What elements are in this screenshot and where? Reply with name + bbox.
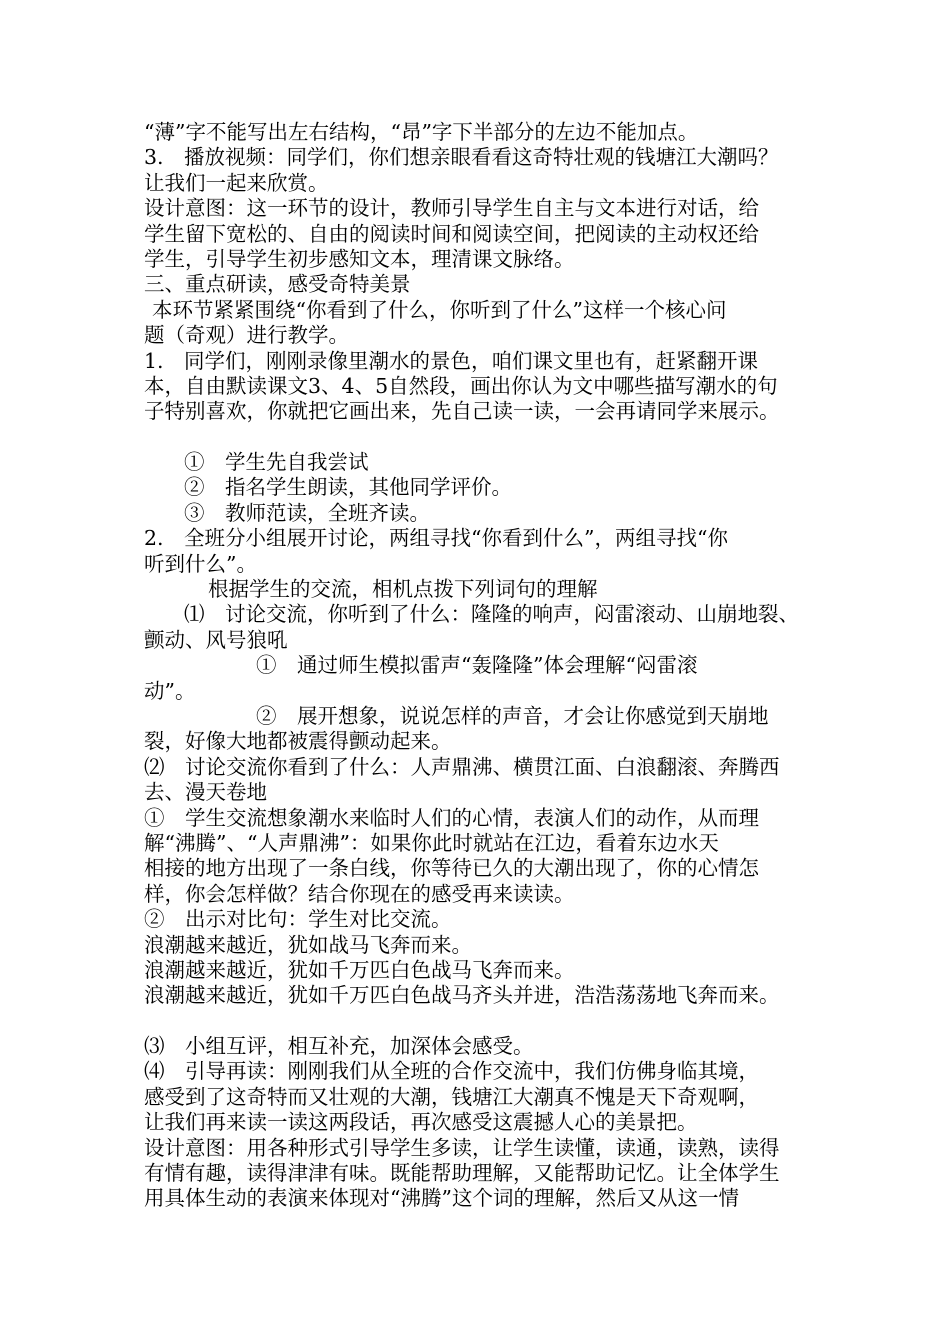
list-item: ② 指名学生朗读，其他同学评价。: [184, 475, 512, 500]
text-line: 本，自由默读课文3、4、5自然段，画出你认为文中哪些描写潮水的句: [144, 373, 778, 398]
text-line: 让我们一起来欣赏。: [144, 170, 329, 195]
text-line: 学生留下宽松的、自由的阅读时间和阅读空间，把阅读的主动权还给: [144, 221, 759, 246]
text-line: 感受到了这奇特而又壮观的大潮，钱塘江大潮真不愧是天下奇观啊，: [144, 1084, 759, 1109]
text-line: 题（奇观）进行教学。: [144, 323, 349, 348]
text-line: 去、漫天卷地: [144, 780, 267, 805]
text-line: 1. 同学们，刚刚录像里潮水的景色，咱们课文里也有，赶紧翻开课: [144, 348, 759, 373]
text-line: 相接的地方出现了一条白线，你等待已久的大潮出现了，你的心情怎: [144, 856, 759, 881]
text-line: 设计意图：用各种形式引导学生多读，让学生读懂，读通，读熟，读得: [144, 1135, 780, 1160]
text-line: 用具体生动的表演来体现对“沸腾”这个词的理解，然后又从这一情: [144, 1186, 739, 1211]
list-item: ① 学生先自我尝试: [184, 450, 369, 475]
text-line: 子特别喜欢，你就把它画出来，先自己读一读，一会再请同学来展示。: [144, 399, 780, 424]
text-line: 浪潮越来越近，犹如战马飞奔而来。: [144, 932, 472, 957]
document-page: [144, 120, 824, 1212]
text-line: 浪潮越来越近，犹如千万匹白色战马飞奔而来。: [144, 957, 575, 982]
list-item: ① 学生交流想象潮水来临时人们的心情，表演人们的动作，从而理: [144, 805, 759, 830]
text-line: “薄”字不能写出左右结构，“昂”字下半部分的左边不能加点。: [144, 120, 699, 144]
list-item: ② 出示对比句：学生对比交流。: [144, 907, 452, 932]
list-item: ⑴ 讨论交流，你听到了什么：隆隆的响声，闷雷滚动、山崩地裂、: [184, 602, 799, 627]
text-line: 本环节紧紧围绕“你看到了什么，你听到了什么”这样一个核心问: [152, 297, 727, 322]
list-item: ⑷ 引导再读：刚刚我们从全班的合作交流中，我们仿佛身临其境，: [144, 1059, 759, 1084]
text-line: 解“沸腾”、“人声鼎沸”：如果你此时就站在江边，看着东边水天: [144, 830, 719, 855]
text-line: 样，你会怎样做？结合你现在的感受再来读读。: [144, 881, 575, 906]
list-item: ② 展开想象，说说怎样的声音，才会让你感觉到天崩地: [256, 703, 769, 728]
text-line: 浪潮越来越近，犹如千万匹白色战马齐头并进，浩浩荡荡地飞奔而来。: [144, 983, 780, 1008]
text-line: 根据学生的交流，相机点拨下列词句的理解: [208, 577, 598, 602]
blank-line: [144, 425, 824, 450]
text-line: 设计意图：这一环节的设计，教师引导学生自主与文本进行对话，给: [144, 196, 759, 221]
section-heading: 三、重点研读，感受奇特美景: [144, 272, 411, 297]
list-item: ① 通过师生模拟雷声“轰隆隆”体会理解“闷雷滚: [256, 653, 698, 678]
text-line: 裂，好像大地都被震得颤动起来。: [144, 729, 452, 754]
list-item: ⑵ 讨论交流你看到了什么：人声鼎沸、横贯江面、白浪翻滚、奔腾西: [144, 754, 780, 779]
text-line: 听到什么”。: [144, 551, 257, 576]
text-line: 学生，引导学生初步感知文本，理清课文脉络。: [144, 246, 575, 271]
list-item: ③ 教师范读，全班齐读。: [184, 500, 430, 525]
text-line: 动”。: [144, 678, 196, 703]
blank-line: [144, 1009, 824, 1034]
text-line: 2. 全班分小组展开讨论，两组寻找“你看到什么”，两组寻找“你: [144, 526, 728, 551]
text-line: 颤动、风号狼吼: [144, 627, 288, 652]
list-item: ⑶ 小组互评，相互补充，加深体会感受。: [144, 1034, 534, 1059]
text-line: 3. 播放视频：同学们，你们想亲眼看看这奇特壮观的钱塘江大潮吗？: [144, 145, 779, 170]
text-line: 让我们再来读一读这两段话，再次感受这震撼人心的美景把。: [144, 1110, 698, 1135]
text-line: 有情有趣，读得津津有味。既能帮助理解，又能帮助记忆。让全体学生: [144, 1161, 780, 1186]
